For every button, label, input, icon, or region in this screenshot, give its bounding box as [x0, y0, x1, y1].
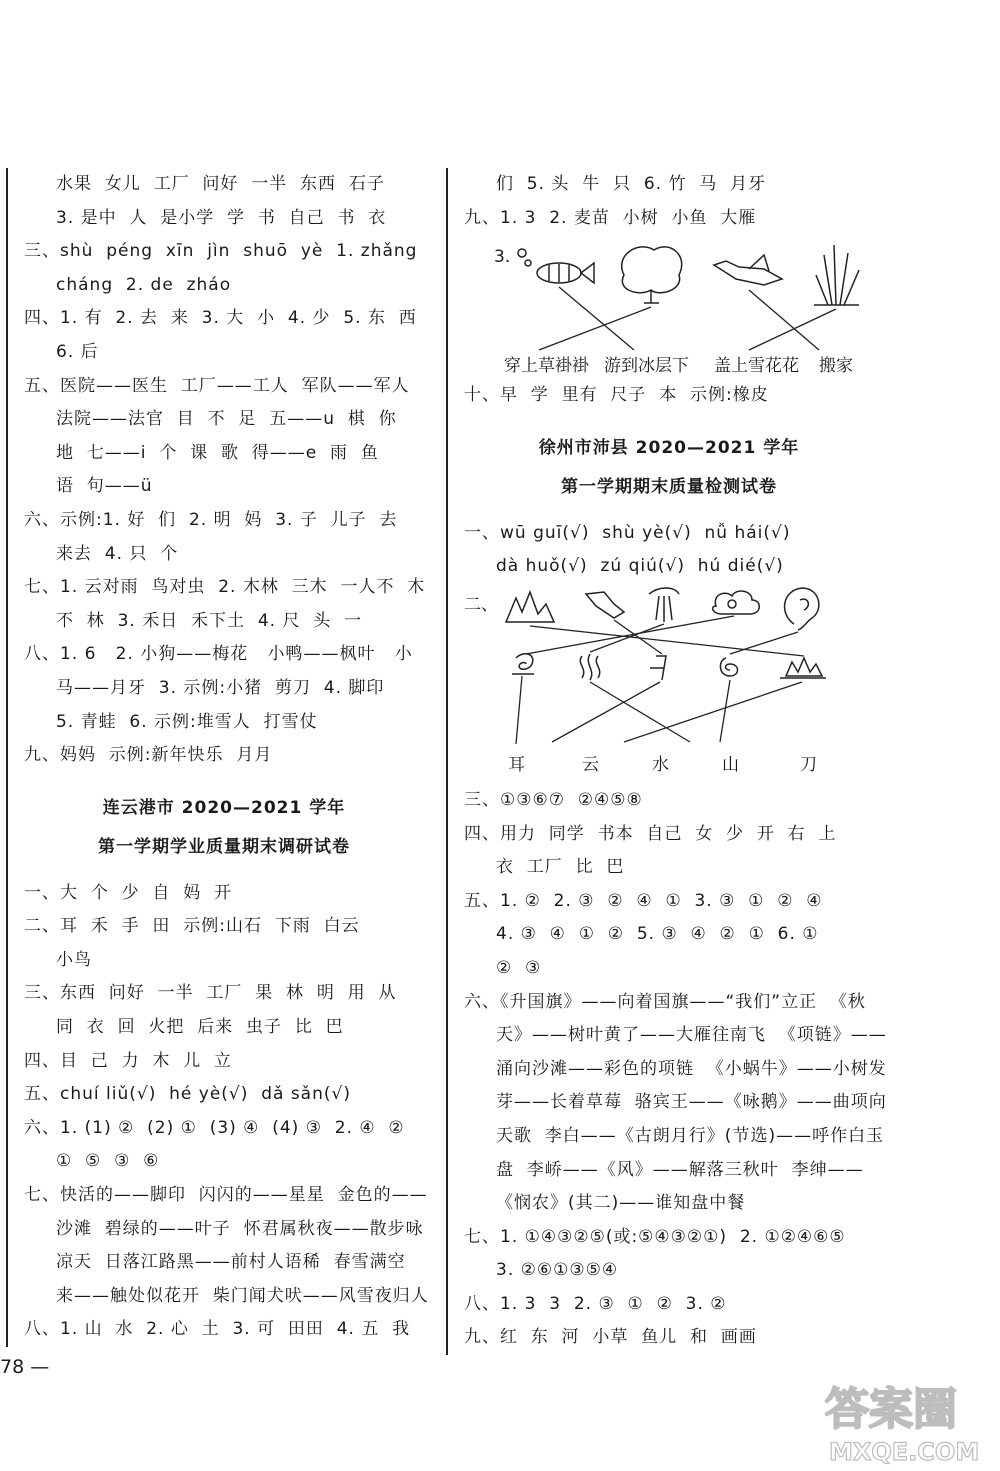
ear-glyph-icon	[512, 654, 534, 674]
section-heading: 连云港市 2020—2021 学年	[102, 797, 346, 818]
text-line: dà huǒ(√) zú qiú(√) hú dié(√)	[496, 556, 784, 577]
text-line: 同 衣 回 火把 后来 虫子 比 巴	[56, 1017, 344, 1038]
knife-picture-icon	[586, 592, 624, 618]
text-line: 八、1. 6 2. 小狗——梅花 小鸭——枫叶 小	[24, 644, 413, 665]
watermark-logo	[815, 1372, 995, 1467]
text-line: 不 林 3. 禾日 禾下土 4. 尺 头 一	[56, 610, 363, 631]
text-line: 六、1. (1) ② (2) ① (3) ④ (4) ③ 2. ④ ②	[24, 1117, 405, 1138]
text-line: 四、用力 同学 书本 自己 女 少 开 右 上	[464, 823, 837, 844]
right-column	[446, 168, 890, 1355]
text-line: ② ③	[496, 957, 542, 978]
text-line: 6. 后	[56, 341, 99, 362]
question-number: 二、	[464, 594, 498, 615]
text-line: 3. ②⑥①③⑤④	[496, 1260, 619, 1281]
text-line: 四、目 己 力 木 儿 立	[24, 1050, 233, 1071]
text-line: 七、快活的——脚印 闪闪的——星星 金色的——	[24, 1185, 428, 1206]
text-line: 六、《升国旗》——向着国旗——“我们”立正 《秋	[464, 991, 866, 1012]
match-label: 刀	[800, 754, 817, 775]
text-line: 盘 李峤——《风》——解落三秋叶 李绅——	[496, 1159, 864, 1180]
page-number: 78 —	[0, 1356, 50, 1378]
text-line: 四、1. 有 2. 去 来 3. 大 小 4. 少 5. 东 西	[24, 308, 417, 329]
text-line: cháng 2. de zháo	[56, 274, 232, 295]
text-line: 五、chuí liǔ(√) hé yè(√) dǎ sǎn(√)	[24, 1084, 351, 1105]
match-label: 游到冰层下	[604, 356, 689, 377]
text-line: 4. ③ ④ ① ② 5. ③ ④ ② ① 6. ①	[496, 924, 819, 945]
text-line: 5. 青蛙 6. 示例:堆雪人 打雪仗	[56, 711, 318, 732]
knife-glyph-icon	[650, 656, 666, 680]
mountain-glyph-icon	[780, 658, 826, 678]
text-line: 涌向沙滩——彩色的项链 《小蜗牛》——小树发	[496, 1058, 887, 1079]
text-line: 六、示例:1. 好 们 2. 明 妈 3. 子 儿子 去	[24, 509, 398, 530]
text-line: 一、wū guī(√) shù yè(√) nǚ hái(√)	[464, 522, 791, 543]
cloud-glyph-icon	[720, 658, 737, 676]
match-label: 搬家	[819, 356, 853, 377]
text-line: 3. 是中 人 是小学 学 书 自己 书 衣	[56, 207, 387, 228]
text-line: 三、东西 问好 一半 工厂 果 林 明 用 从	[24, 983, 397, 1004]
water-picture-icon	[649, 588, 679, 622]
text-line: 八、1. 3 3 2. ③ ① ② 3. ②	[464, 1293, 727, 1314]
text-line: 五、1. ② 2. ③ ② ④ ① 3. ③ ① ② ④	[464, 890, 823, 911]
text-line: 七、1. 云对雨 鸟对虫 2. 木林 三木 一人不 木	[24, 577, 426, 598]
text-line: 衣 工厂 比 巴	[496, 857, 625, 878]
matching-figure-animals	[464, 235, 890, 375]
text-line: 八、1. 山 水 2. 心 土 3. 可 田田 4. 五 我	[24, 1319, 411, 1340]
watermark-url: MXQE.COM	[829, 1438, 980, 1466]
text-line: 地 七——i 个 课 歌 得——e 雨 鱼	[56, 442, 379, 463]
text-line: 们 5. 头 牛 只 6. 竹 马 月牙	[496, 174, 767, 194]
text-line: 凉天 日落江路黑——前村人语稀 春雪满空	[56, 1252, 406, 1273]
match-label: 穿上草褂褂	[504, 356, 589, 377]
text-line: 马——月牙 3. 示例:小猪 剪刀 4. 脚印	[56, 677, 385, 698]
text-line: 天》——树叶黄了——大雁往南飞 《项链》——	[496, 1025, 887, 1046]
left-column	[6, 168, 454, 1347]
section-subheading: 第一学期期末质量检测试卷	[561, 476, 777, 497]
match-label: 云	[582, 754, 599, 775]
text-line: 三、shù péng xīn jìn shuō yè 1. zhǎng	[24, 241, 418, 262]
text-line: 九、1. 3 2. 麦苗 小树 小鱼 大雁	[464, 207, 757, 228]
text-line: 十、早 学 里有 尺子 本 示例:橡皮	[464, 385, 769, 406]
text-line: 三、①③⑥⑦ ②④⑤⑧	[464, 789, 643, 810]
section-subheading: 第一学期学业质量期末调研试卷	[98, 836, 350, 857]
text-line: 法院——法官 目 不 足 五——u 棋 你	[56, 409, 397, 430]
section-heading: 徐州市沛县 2020—2021 学年	[538, 437, 800, 458]
cloud-picture-icon	[713, 591, 760, 614]
text-line: 五、医院——医生 工厂——工人 军队——军人	[24, 375, 410, 396]
fish-icon	[518, 249, 594, 283]
text-line: 水果 女儿 工厂 问好 一半 东西 石子	[56, 174, 385, 194]
text-line: 九、妈妈 示例:新年快乐 月月	[24, 745, 273, 766]
match-label: 山	[722, 754, 739, 775]
text-line: 来去 4. 只 个	[56, 543, 179, 564]
text-line: ① ⑤ ③ ⑥	[56, 1151, 160, 1172]
text-line: 二、耳 禾 手 田 示例:山石 下雨 白云	[24, 916, 360, 937]
text-line: 七、1. ①④③②⑤(或:⑤④③②①) 2. ①②④⑥⑤	[464, 1226, 846, 1247]
text-line: 语 句——ü	[56, 476, 153, 497]
question-number: 3.	[494, 247, 511, 268]
text-line: 沙滩 碧绿的——叶子 怀君属秋夜——散步咏	[56, 1218, 424, 1239]
text-line: 《悯农》(其二)——谁知盘中餐	[496, 1193, 746, 1214]
text-line: 来——触处似花开 柴门闻犬吠——风雪夜归人	[56, 1285, 429, 1306]
goose-icon	[714, 255, 782, 285]
mountain-picture-icon	[506, 592, 554, 622]
water-glyph-icon	[580, 654, 599, 680]
text-line: 芽——长着草莓 骆宾王——《咏鹅》——曲项向	[496, 1092, 887, 1113]
match-label: 盖上雪花花	[714, 356, 799, 377]
tree-icon	[622, 247, 682, 303]
match-label: 水	[652, 754, 669, 775]
grass-icon	[814, 245, 859, 305]
text-line: 九、红 东 河 小草 鱼儿 和 画画	[464, 1327, 757, 1348]
text-line: 天歌 李白——《古朗月行》(节选)——呼作白玉	[496, 1125, 885, 1146]
text-line: 一、大 个 少 自 妈 开	[24, 882, 233, 903]
watermark-title: 答案圈	[825, 1384, 957, 1435]
text-line: 小鸟	[56, 949, 92, 970]
matching-figure-pictographs	[464, 584, 890, 784]
match-label: 耳	[508, 754, 525, 775]
ear-picture-icon	[785, 588, 819, 630]
